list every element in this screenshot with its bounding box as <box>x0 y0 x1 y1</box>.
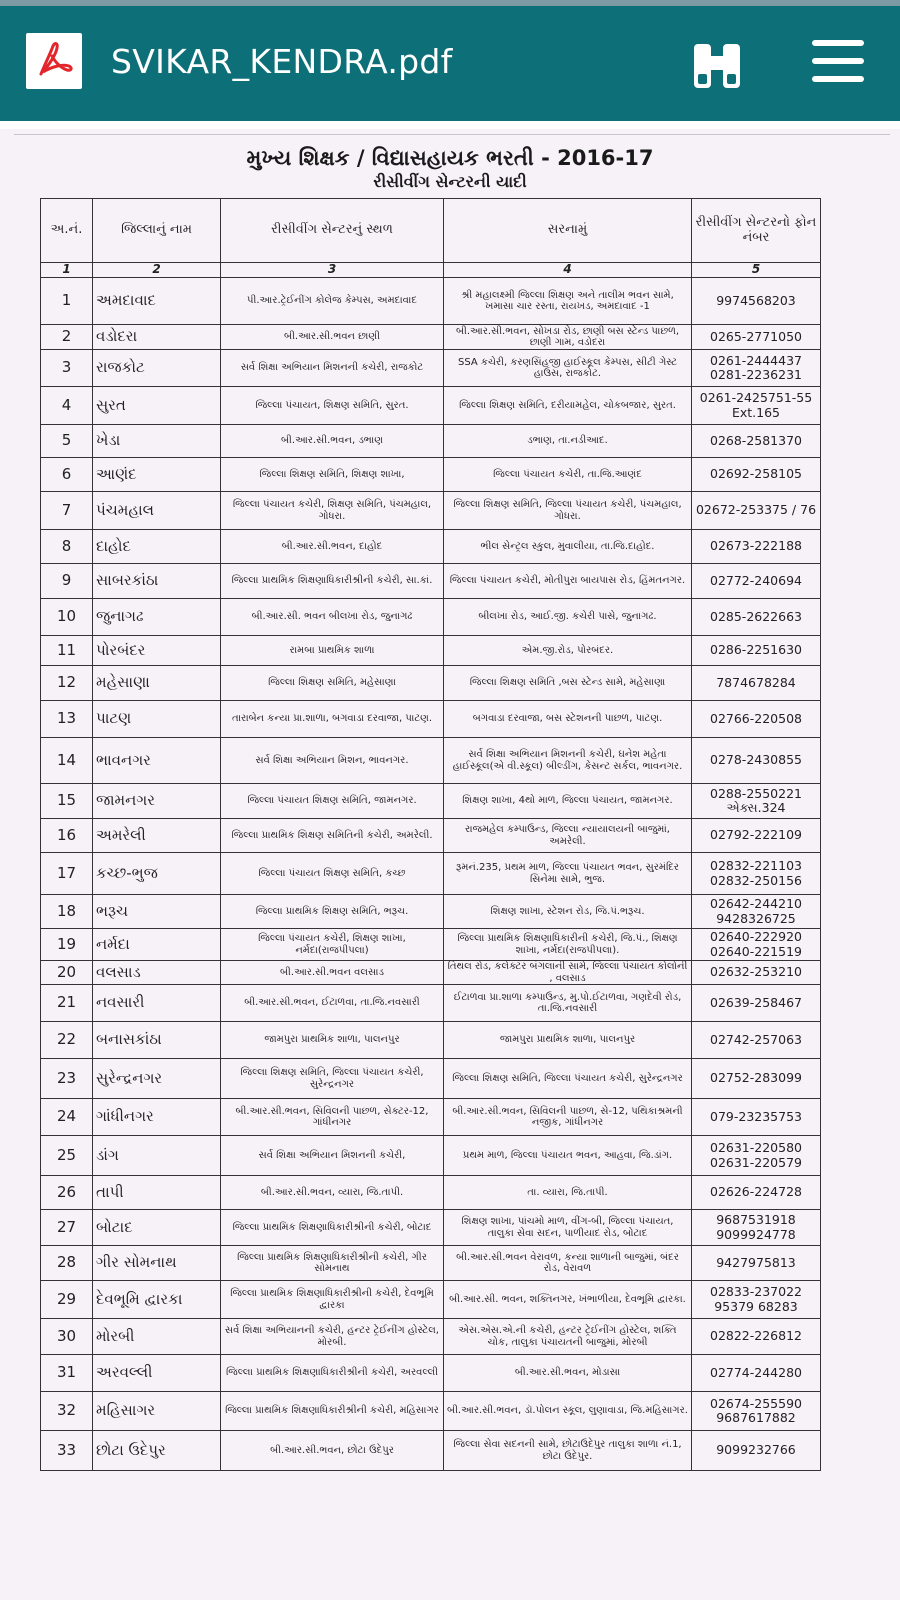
row-center-place: જિલ્લા પ્રાથમિક શિક્ષણાધિકારીશ્રીની કચેરી, મહિસાગર <box>221 1392 444 1431</box>
row-center-place: સર્વ શિક્ષા અભિયાન મિશનની કચેરી, <box>221 1136 444 1176</box>
table-row <box>41 1136 821 1176</box>
row-phone-number: 02774-244280 <box>692 1355 821 1392</box>
row-address: બીલખા રોડ, આઈ.જી. કચેરી પાસે, જુનાગઢ. <box>444 599 692 636</box>
row-serial-number: 14 <box>41 738 93 784</box>
table-row <box>41 278 821 325</box>
row-district-name: ભાવનગર <box>93 738 221 784</box>
row-serial-number: 12 <box>41 666 93 701</box>
row-district-name: ગીર સોમનાથ <box>93 1246 221 1281</box>
row-phone-number: 02832-221103 02832-250156 <box>692 853 821 895</box>
row-center-place: બી.આર.સી.ભવન, સિવિલની પાછળ, સેક્ટર-12, ગાંધીનગર <box>221 1099 444 1136</box>
row-center-place: રામબા પ્રાથમિક શાળા <box>221 636 444 666</box>
row-center-place: જિલ્લા પ્રાથમિક શિક્ષણાધિકારીશ્રીની કચેરી, અરવલ્લી <box>221 1355 444 1392</box>
row-address: પ્રથમ માળ, જિલ્લા પંચાયત ભવન, આહવા, જિ.ડાંગ. <box>444 1136 692 1176</box>
row-address: શ્રી મહાલક્ષ્મી જિલ્લા શિક્ષણ અને તાલીમ ભવન સામે, ખમાસા ચાર રસ્તા, રાયખડ, અમદાવાદ -1 <box>444 278 692 325</box>
row-serial-number: 2 <box>41 325 93 350</box>
table-row <box>41 636 821 666</box>
row-serial-number: 25 <box>41 1136 93 1176</box>
row-serial-number: 17 <box>41 853 93 895</box>
row-district-name: દાહોદ <box>93 530 221 564</box>
hamburger-menu-icon[interactable] <box>812 40 864 88</box>
table-row <box>41 530 821 564</box>
row-phone-number: 9427975813 <box>692 1246 821 1281</box>
row-serial-number: 10 <box>41 599 93 636</box>
row-district-name: અમરેલી <box>93 819 221 853</box>
row-phone-number: 0268-2581370 <box>692 425 821 458</box>
row-serial-number: 23 <box>41 1059 93 1099</box>
row-phone-number: 9099232766 <box>692 1431 821 1471</box>
binoculars-search-icon[interactable] <box>692 40 742 96</box>
row-center-place: જિલ્લા પ્રાથમિક શિક્ષણાધિકારીશ્રીની કચેરી, ગીર સોમનાથ <box>221 1246 444 1281</box>
table-row <box>41 564 821 599</box>
row-address: બી.આર.સી.ભવન, મોડાસા <box>444 1355 692 1392</box>
row-serial-number: 24 <box>41 1099 93 1136</box>
row-serial-number: 28 <box>41 1246 93 1281</box>
row-phone-number: 02626-224728 <box>692 1176 821 1210</box>
table-row <box>41 666 821 701</box>
row-serial-number: 31 <box>41 1355 93 1392</box>
table-row <box>41 492 821 530</box>
row-phone-number: 079-23235753 <box>692 1099 821 1136</box>
table-body <box>41 278 821 1471</box>
row-center-place: જિલ્લા પંચાયત શિક્ષણ સમિતિ, કચ્છ <box>221 853 444 895</box>
row-serial-number: 32 <box>41 1392 93 1431</box>
row-address: જિલ્લા શિક્ષણ સમિતિ, જિલ્લા પંચાયત કચેરી, પંચમહાલ, ગોધરા. <box>444 492 692 530</box>
column-number-row <box>41 263 821 278</box>
app-title: SVIKAR_KENDRA.pdf <box>111 42 453 81</box>
row-address: બી.આર.સી.ભવન વેરાવળ, કન્યા શાળાની બાજુમાં, બંદર રોડ, વેરાવળ <box>444 1246 692 1281</box>
table-row <box>41 819 821 853</box>
row-district-name: કચ્છ-ભુજ <box>93 853 221 895</box>
row-district-name: ખેડા <box>93 425 221 458</box>
row-address: બી.આર.સી.ભવન, સિવિલની પાછળ, સે-12, પથિકાશ્રમની નજીક, ગાંધીનગર <box>444 1099 692 1136</box>
row-address: જિલ્લા સેવા સદનની સામે, છોટાઉદેપુર તાલુકા શાળા નં.1, છોટા ઉદેપુર. <box>444 1431 692 1471</box>
row-address: ભીલ સેન્ટ્રલ સ્કુલ, મુવાલીયા, તા.જિ.દાહોદ. <box>444 530 692 564</box>
row-serial-number: 4 <box>41 387 93 425</box>
table-row <box>41 1355 821 1392</box>
row-address: ઈટાળવા પ્રા.શાળા કમ્પાઉન્ડ, મુ.પો.ઈટાળવા, ગણદેવી રોડ, તા.જિ.નવસારી <box>444 985 692 1022</box>
row-address: શિક્ષણ શાખા, પાંચમો માળ, વીંગ-બી, જિલ્લા પંચાયત, તાલુકા સેવા સદન, પાળીયાદ રોડ, બોટાદ <box>444 1210 692 1246</box>
row-serial-number: 1 <box>41 278 93 325</box>
row-serial-number: 19 <box>41 929 93 961</box>
table-row <box>41 387 821 425</box>
row-district-name: સુરેન્દ્રનગર <box>93 1059 221 1099</box>
row-phone-number: 7874678284 <box>692 666 821 701</box>
table-row <box>41 1059 821 1099</box>
row-district-name: બોટાદ <box>93 1210 221 1246</box>
row-district-name: વડોદરા <box>93 325 221 350</box>
table-row <box>41 701 821 738</box>
row-address: બી.આર.સી.ભવન, ડૉ.પોલન સ્કૂલ, લુણાવાડા, જિ.મહિસાગર. <box>444 1392 692 1431</box>
receiving-centers-table <box>40 198 821 1471</box>
column-number: 2 <box>93 263 221 278</box>
row-center-place: જિલ્લા પંચાયત કચેરી, શિક્ષણ શાખા, નર્મદા(રાજપીપલા) <box>221 929 444 961</box>
row-district-name: દેવભૂમિ દ્વારકા <box>93 1281 221 1319</box>
row-serial-number: 15 <box>41 784 93 819</box>
row-serial-number: 3 <box>41 350 93 387</box>
app-toolbar <box>0 6 900 121</box>
row-phone-number: 02642-244210 9428326725 <box>692 895 821 929</box>
row-district-name: નર્મદા <box>93 929 221 961</box>
row-district-name: મહિસાગર <box>93 1392 221 1431</box>
row-serial-number: 7 <box>41 492 93 530</box>
table-row <box>41 1319 821 1355</box>
row-phone-number: 02632-253210 <box>692 961 821 985</box>
column-header: રીસીવીંગ સેન્ટરનું સ્થળ <box>221 199 444 263</box>
row-address: તા. વ્યારા, જિ.તાપી. <box>444 1176 692 1210</box>
row-district-name: જુનાગઢ <box>93 599 221 636</box>
row-phone-number: 02672-253375 / 76 <box>692 492 821 530</box>
row-serial-number: 20 <box>41 961 93 985</box>
row-phone-number: 0288-2550221 એક્સ.324 <box>692 784 821 819</box>
table-row <box>41 350 821 387</box>
row-phone-number: 02673-222188 <box>692 530 821 564</box>
row-center-place: જિલ્લા શિક્ષણ સમિતિ, મહેસાણા <box>221 666 444 701</box>
row-phone-number: 02692-258105 <box>692 458 821 492</box>
table-row <box>41 784 821 819</box>
row-phone-number: 02822-226812 <box>692 1319 821 1355</box>
row-district-name: રાજકોટ <box>93 350 221 387</box>
table-row <box>41 738 821 784</box>
row-phone-number: 02631-220580 02631-220579 <box>692 1136 821 1176</box>
row-district-name: ડાંગ <box>93 1136 221 1176</box>
row-phone-number: 0261-2444437 0281-2236231 <box>692 350 821 387</box>
row-district-name: મહેસાણા <box>93 666 221 701</box>
pdf-file-icon[interactable] <box>26 33 82 89</box>
row-center-place: સર્વ શિક્ષા અભિયાન મિશન, ભાવનગર. <box>221 738 444 784</box>
row-phone-number: 02792-222109 <box>692 819 821 853</box>
row-district-name: બનાસકાંઠા <box>93 1022 221 1059</box>
row-district-name: સાબરકાંઠા <box>93 564 221 599</box>
row-address: શિક્ષણ શાખા, સ્ટેશન રોડ, જિ.પં.ભરૂચ. <box>444 895 692 929</box>
row-phone-number: 0261-2425751-55 Ext.165 <box>692 387 821 425</box>
row-serial-number: 5 <box>41 425 93 458</box>
row-center-place: જિલ્લા પ્રાથમિક શિક્ષણાધિકારીશ્રીની કચેરી, સા.કાં. <box>221 564 444 599</box>
row-address: જિલ્લા શિક્ષણ સમિતિ ,બસ સ્ટેન્ડ સામે, મહેસાણા <box>444 666 692 701</box>
row-address: જિલ્લા પ્રાથમિક શિક્ષણાધિકારીની કચેરી, જિ.પં., શિક્ષણ શાખા, નર્મદા(રાજપીપલા). <box>444 929 692 961</box>
column-number: 4 <box>444 263 692 278</box>
row-address: જિલ્લા પંચાયત કચેરી, મોતીપુરા બાયપાસ રોડ, હિંમતનગર. <box>444 564 692 599</box>
table-row <box>41 1246 821 1281</box>
row-phone-number: 02674-255590 9687617882 <box>692 1392 821 1431</box>
row-address: જિલ્લા શિક્ષણ સમિતિ, જિલ્લા પંચાયત કચેરી, સુરેન્દ્રનગર <box>444 1059 692 1099</box>
row-district-name: ભરૂચ <box>93 895 221 929</box>
row-center-place: બી.આર.સી.ભવન, દાહોદ <box>221 530 444 564</box>
row-phone-number: 02833-237022 95379 68283 <box>692 1281 821 1319</box>
row-address: રાજમહેલ કમ્પાઉન્ડ, જિલ્લા ન્યાયાલયની બાજુમાં, અમરેલી. <box>444 819 692 853</box>
row-address: રૂમનં.235, પ્રથમ માળ, જિલ્લા પંચાયત ભવન, સુરમંદિર સિનેમા સામે, ભુજ. <box>444 853 692 895</box>
row-address: બી.આર.સી.ભવન, સોખડા રોડ, છાણી બસ સ્ટેન્ડ પાછળ, છાણી ગામ, વડોદરા <box>444 325 692 350</box>
row-center-place: બી.આર.સી.ભવન, ઈટાળવા, તા.જિ.નવસારી <box>221 985 444 1022</box>
row-district-name: પોરબંદર <box>93 636 221 666</box>
row-center-place: સર્વ શિક્ષા અભિયાન મિશનની કચેરી, રાજકોટ <box>221 350 444 387</box>
row-serial-number: 11 <box>41 636 93 666</box>
row-district-name: નવસારી <box>93 985 221 1022</box>
table-row <box>41 599 821 636</box>
table-row <box>41 1022 821 1059</box>
row-phone-number: 0285-2622663 <box>692 599 821 636</box>
table-row <box>41 458 821 492</box>
row-phone-number: 02640-222920 02640-221519 <box>692 929 821 961</box>
row-district-name: પાટણ <box>93 701 221 738</box>
row-address: બગવાડા દરવાજા, બસ સ્ટેશનની પાછળ, પાટણ. <box>444 701 692 738</box>
row-district-name: જામનગર <box>93 784 221 819</box>
table-row <box>41 853 821 895</box>
row-address: SSA કચેરી, કરણસિંહજી હાઈસ્કૂલ કેમ્પસ, સીટી ગેસ્ટ હાઉસ, રાજકોટ. <box>444 350 692 387</box>
row-center-place: જિલ્લા શિક્ષણ સમિતિ, શિક્ષણ શાખા, <box>221 458 444 492</box>
row-center-place: જિલ્લા પંચાયત કચેરી, શિક્ષણ સમિતિ, પંચમહાલ, ગોધરા. <box>221 492 444 530</box>
row-district-name: પંચમહાલ <box>93 492 221 530</box>
table-header-row <box>41 199 821 263</box>
row-center-place: બી.આર.સી.ભવન, છોટા ઉદેપુર <box>221 1431 444 1471</box>
column-number: 1 <box>41 263 93 278</box>
row-address: જિલ્લા પંચાયત કચેરી, તા.જિ.આણંદ <box>444 458 692 492</box>
row-center-place: જામપુરા પ્રાથમિક શાળા, પાલનપુર <box>221 1022 444 1059</box>
table-row <box>41 1176 821 1210</box>
table-row <box>41 961 821 985</box>
table-row <box>41 895 821 929</box>
table-row <box>41 1431 821 1471</box>
table-row <box>41 1392 821 1431</box>
row-center-place: જિલ્લા શિક્ષણ સમિતિ, જિલ્લા પંચાયત કચેરી, સુરેન્દ્રનગર <box>221 1059 444 1099</box>
row-serial-number: 26 <box>41 1176 93 1210</box>
row-district-name: તાપી <box>93 1176 221 1210</box>
row-center-place: સર્વ શિક્ષા અભિયાનની કચેરી, હન્ટર ટ્રેઈનીંગ હોસ્ટેલ, મોરબી. <box>221 1319 444 1355</box>
document-heading: મુખ્ય શિક્ષક / વિદ્યાસહાયક ભરતી - 2016-17 <box>246 146 654 170</box>
row-phone-number: 9974568203 <box>692 278 821 325</box>
row-address: સર્વ શિક્ષા અભિયાન મિશનની કચેરી, ઘનેશ મહેતા હાઈસ્કૂલ(એ વી.સ્કૂલ) બીલ્ડીંગ, કેસન્ટ સર્કલ, ભાવનગર. <box>444 738 692 784</box>
document-subheading: રીસીવીંગ સેન્ટરની યાદી <box>373 172 527 191</box>
row-center-place: જિલ્લા પ્રાથમિક શિક્ષણાધિકારીશ્રીની કચેરી, બોટાદ <box>221 1210 444 1246</box>
row-district-name: સુરત <box>93 387 221 425</box>
row-center-place: બી.આર.સી.ભવન છાણી <box>221 325 444 350</box>
row-district-name: ગાંધીનગર <box>93 1099 221 1136</box>
row-phone-number: 0286-2251630 <box>692 636 821 666</box>
row-serial-number: 8 <box>41 530 93 564</box>
page-edge-line <box>14 134 890 135</box>
row-phone-number: 02639-258467 <box>692 985 821 1022</box>
row-serial-number: 16 <box>41 819 93 853</box>
row-serial-number: 29 <box>41 1281 93 1319</box>
row-center-place: જિલ્લા પ્રાથમિક શિક્ષણ સમિતિની કચેરી, અમરેલી. <box>221 819 444 853</box>
row-serial-number: 33 <box>41 1431 93 1471</box>
row-address: તિથલ રોડ, કલેક્ટર બંગલાની સામે, જિલ્લા પંચાયત કોલોની , વલસાડ <box>444 961 692 985</box>
row-serial-number: 13 <box>41 701 93 738</box>
row-phone-number: 02752-283099 <box>692 1059 821 1099</box>
table-row <box>41 985 821 1022</box>
row-phone-number: 0278-2430855 <box>692 738 821 784</box>
row-phone-number: 02742-257063 <box>692 1022 821 1059</box>
row-district-name: વલસાડ <box>93 961 221 985</box>
row-center-place: બી.આર.સી. ભવન બીલખા રોડ, જુનાગઢ <box>221 599 444 636</box>
row-serial-number: 27 <box>41 1210 93 1246</box>
column-header: સરનામું <box>444 199 692 263</box>
row-center-place: બી.આર.સી.ભવન, ડભાણ <box>221 425 444 458</box>
table-row <box>41 1281 821 1319</box>
column-header: રીસીવીંગ સેન્ટરનો ફોન નંબર <box>692 199 821 263</box>
row-serial-number: 21 <box>41 985 93 1022</box>
row-phone-number: 9687531918 9099924778 <box>692 1210 821 1246</box>
row-district-name: મોરબી <box>93 1319 221 1355</box>
row-center-place: જિલ્લા પ્રાથમિક શિક્ષણ સમિતિ, ભરૂચ. <box>221 895 444 929</box>
column-number: 3 <box>221 263 444 278</box>
row-center-place: તારાબેન કન્યા પ્રા.શાળા, બગવાડા દરવાજા, પાટણ. <box>221 701 444 738</box>
row-district-name: છોટા ઉદેપુર <box>93 1431 221 1471</box>
document-top-margin <box>0 121 900 129</box>
column-number: 5 <box>692 263 821 278</box>
column-header: જિલ્લાનું નામ <box>93 199 221 263</box>
row-phone-number: 0265-2771050 <box>692 325 821 350</box>
row-district-name: અમદાવાદ <box>93 278 221 325</box>
row-address: ડભાણ, તા.નડીઆદ. <box>444 425 692 458</box>
table-row <box>41 1210 821 1246</box>
row-phone-number: 02772-240694 <box>692 564 821 599</box>
row-address: બી.આર.સી. ભવન, શક્તિનગર, ખંભાળીયા, દેવભૂમિ દ્વારકા. <box>444 1281 692 1319</box>
row-serial-number: 18 <box>41 895 93 929</box>
row-address: એસ.એસ.એ.ની કચેરી, હન્ટર ટ્રેઈનીંગ હોસ્ટેલ, શક્તિ ચોક, તાલુકા પંચાયતની બાજુમાં, મોરબી <box>444 1319 692 1355</box>
table-row <box>41 1099 821 1136</box>
row-district-name: અરવલ્લી <box>93 1355 221 1392</box>
column-header: અ.નં. <box>41 199 93 263</box>
row-district-name: આણંદ <box>93 458 221 492</box>
row-center-place: જિલ્લા પંચાયત શિક્ષણ સમિતિ, જામનગર. <box>221 784 444 819</box>
row-center-place: જિલ્લા પંચાયત, શિક્ષણ સમિતિ, સુરત. <box>221 387 444 425</box>
table-row <box>41 425 821 458</box>
row-address: એમ.જી.રોડ, પોરબંદર. <box>444 636 692 666</box>
row-phone-number: 02766-220508 <box>692 701 821 738</box>
row-serial-number: 30 <box>41 1319 93 1355</box>
row-center-place: પી.આર.ટ્રેઈનીંગ કોલેજ કેમ્પસ, અમદાવાદ <box>221 278 444 325</box>
row-address: જામપુરા પ્રાથમિક શાળા, પાલનપુર <box>444 1022 692 1059</box>
row-serial-number: 9 <box>41 564 93 599</box>
row-serial-number: 22 <box>41 1022 93 1059</box>
table-row <box>41 929 821 961</box>
row-center-place: બી.આર.સી.ભવન વલસાડ <box>221 961 444 985</box>
table-row <box>41 325 821 350</box>
row-center-place: બી.આર.સી.ભવન, વ્યારા, જિ.તાપી. <box>221 1176 444 1210</box>
row-address: જિલ્લા શિક્ષણ સમિતિ, દરીયામહેલ, ચોકબજાર, સુરત. <box>444 387 692 425</box>
row-serial-number: 6 <box>41 458 93 492</box>
row-address: શિક્ષણ શાખા, 4થો માળ, જિલ્લા પંચાયત, જામનગર. <box>444 784 692 819</box>
row-center-place: જિલ્લા પ્રાથમિક શિક્ષણાધિકારીશ્રીની કચેરી, દેવભૂમિ દ્વારકા <box>221 1281 444 1319</box>
